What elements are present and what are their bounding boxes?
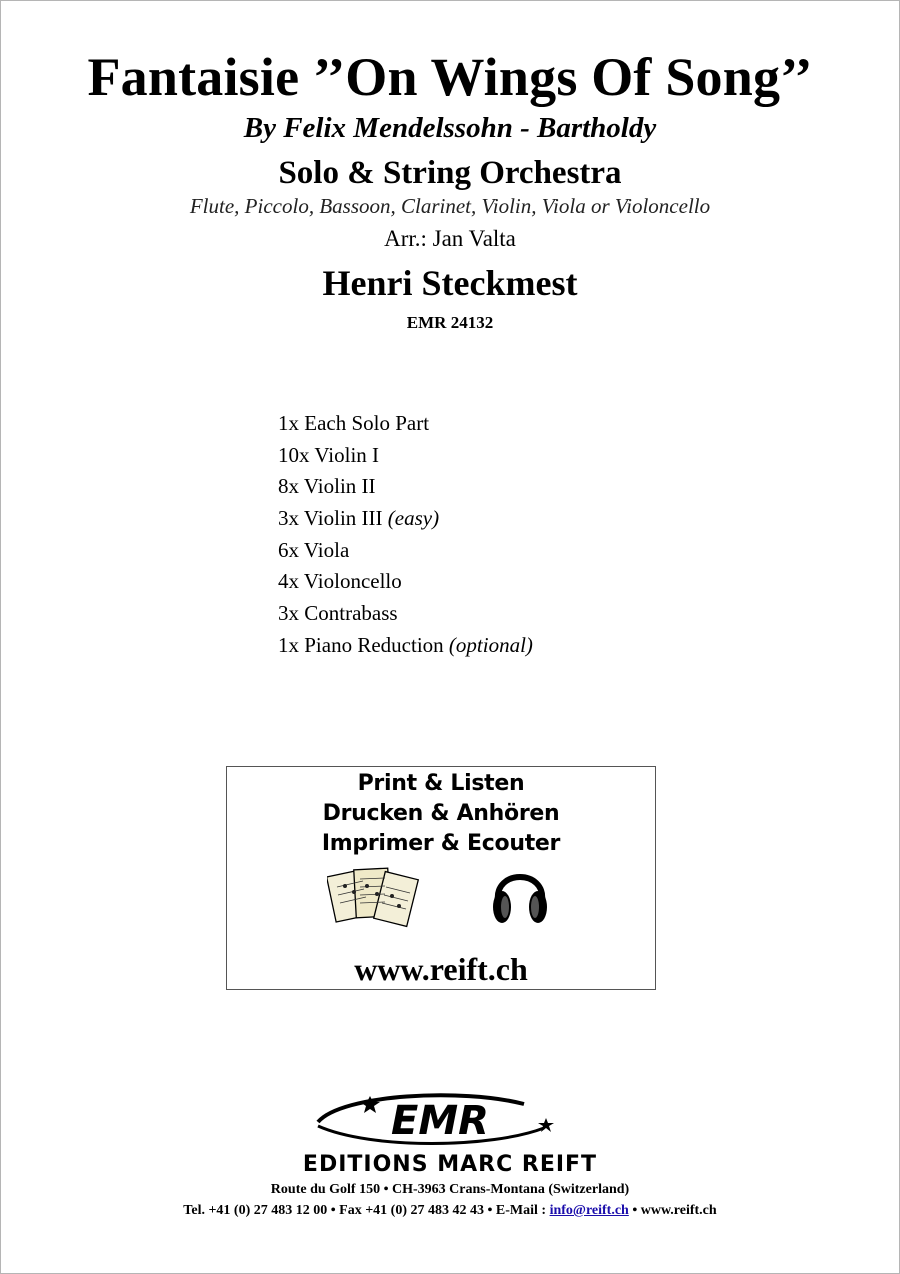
promo-line-german: Drucken & Anhören [322,801,560,826]
part-row [278,471,533,503]
publisher-contact [0,1203,900,1219]
solo-instruments: Flute, Piccolo, Bassoon, Clarinet, Violin, Viola or Violoncello [189,194,711,218]
part-label: 1x Piano Reduction [278,632,444,657]
part-label: 4x Violoncello [278,569,402,594]
composer-credit: By Felix Mendelssohn - Bartholdy [243,112,657,144]
part-row [278,408,533,440]
promo-line-french: Imprimer & Ecouter [321,831,561,856]
part-row [278,566,533,598]
promo-line-english: Print & Listen [357,771,525,796]
part-row [278,630,533,662]
part-note: (optional) [448,632,533,657]
part-label: 1x Each Solo Part [278,411,430,435]
part-row [278,503,533,535]
part-row [278,440,533,472]
contact-website: • www.reift.ch [628,1203,717,1218]
sheet-music-icon [327,865,421,937]
part-row [278,535,533,567]
catalog-number: EMR 24132 [406,313,494,332]
ensemble-heading: Solo & String Orchestra [278,155,622,191]
publisher-address: Route du Golf 150 • CH-3963 Crans-Montana (Switzerland) [270,1182,630,1197]
contact-phone-fax: Tel. +41 (0) 27 483 12 00 • Fax +41 (0) 27 483 42 43 • E-Mail : [183,1203,550,1218]
part-label: 3x Contrabass [278,601,398,626]
part-label: 10x Violin I [278,442,380,467]
score-title: Fantaisie ’’On Wings Of Song’’ [87,47,813,107]
part-row [278,598,533,630]
arranger-credit: Arr.: Jan Valta [384,226,516,251]
part-label: 6x Viola [278,537,350,562]
promo-website[interactable]: www.reift.ch [354,951,528,987]
part-note: (easy) [387,506,440,531]
logo-wordmark: EMR [391,1098,489,1144]
publisher-name: EDITIONS MARC REIFT [302,1152,598,1177]
part-label: 8x Violin II [278,474,376,499]
email-link[interactable]: info@reift.ch [549,1203,629,1218]
parts-list [278,408,533,662]
emr-logo [312,1088,562,1148]
print-and-listen-box [226,766,656,990]
part-label: 3x Violin III [278,506,383,531]
headphones-icon [489,861,551,927]
soloist-name: Henri Steckmest [322,263,578,303]
